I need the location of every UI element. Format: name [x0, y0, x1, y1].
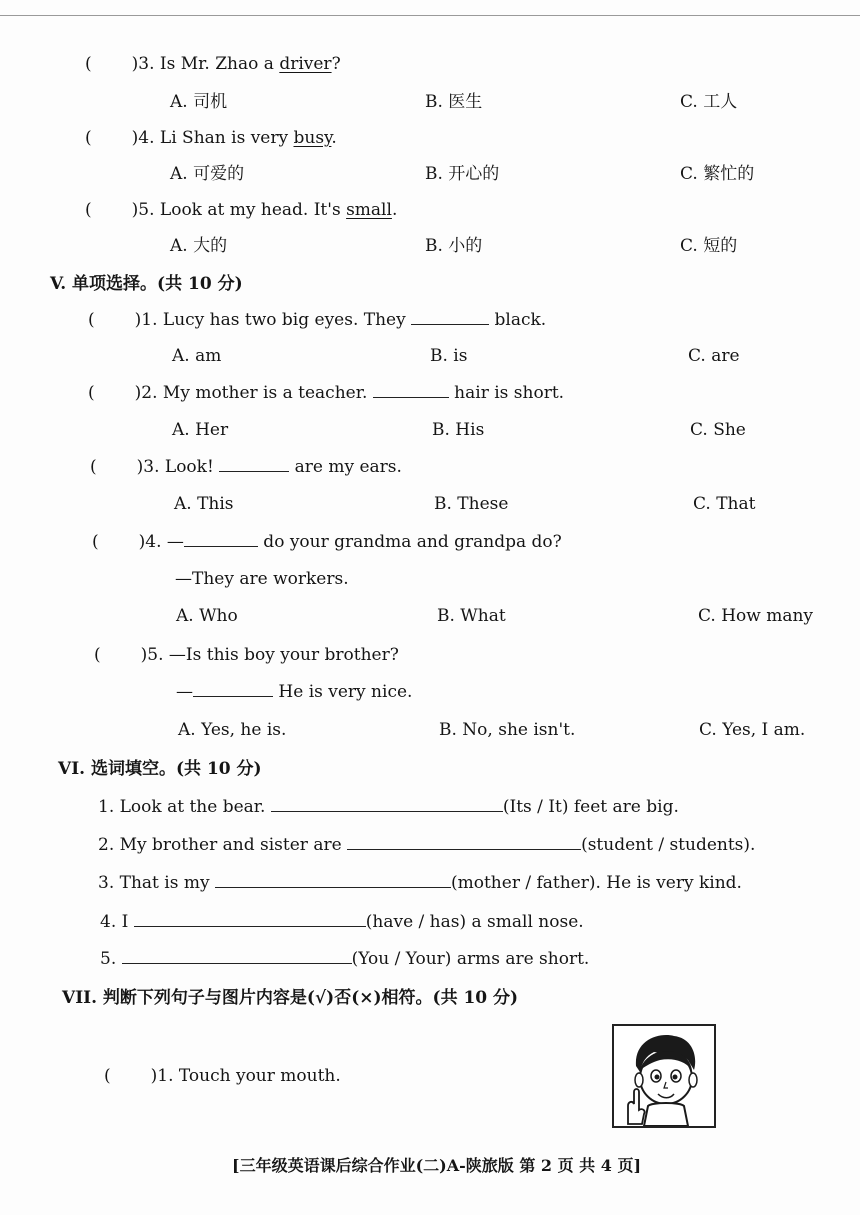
option-c: C. How many — [698, 606, 814, 626]
option-c: C. That — [693, 494, 756, 514]
question-v-4-reply: —They are workers. — [175, 569, 349, 589]
top-rule — [0, 15, 860, 16]
question-iv-3: ( )3. Is Mr. Zhao a driver? — [85, 54, 341, 74]
answer-blank[interactable] — [411, 308, 489, 325]
question-v-5-reply: — He is very nice. — [176, 682, 413, 702]
option-a: A. Her — [172, 420, 229, 440]
option-b: B. 医生 — [425, 92, 483, 112]
option-c: C. 短的 — [680, 236, 738, 256]
option-c: C. She — [690, 420, 746, 440]
question-v-4: ( )4. — do your grandma and grandpa do? — [92, 532, 562, 552]
option-b: B. No, she isn't. — [439, 720, 576, 740]
question-v-1: ( )1. Lucy has two big eyes. They black. — [88, 310, 547, 330]
boy-illustration — [614, 1026, 714, 1126]
option-b: B. is — [430, 346, 468, 366]
question-iv-5: ( )5. Look at my head. It's small. — [85, 200, 398, 220]
fill-vi-4: 4. I (have / has) a small nose. — [100, 912, 584, 932]
option-a: A. Who — [176, 606, 238, 626]
question-v-3: ( )3. Look! are my ears. — [90, 457, 402, 477]
option-a: A. This — [174, 494, 234, 514]
option-a: A. 大的 — [170, 236, 228, 256]
option-b: B. What — [437, 606, 506, 626]
fill-blank[interactable] — [347, 833, 581, 850]
fill-vi-2: 2. My brother and sister are (student / students). — [98, 835, 756, 855]
option-a: A. am — [172, 346, 222, 366]
boy-pointing-image — [612, 1024, 716, 1128]
answer-blank[interactable] — [193, 680, 273, 697]
key-word: small — [346, 200, 392, 220]
option-c: C. are — [688, 346, 740, 366]
option-a: A. 司机 — [170, 92, 228, 112]
option-c: C. 繁忙的 — [680, 164, 755, 184]
question-v-5: ( )5. —Is this boy your brother? — [94, 645, 399, 665]
page-footer: [三年级英语课后综合作业(二)A-陕旅版 第 2 页 共 4 页] — [232, 1156, 642, 1175]
option-a: A. Yes, he is. — [178, 720, 287, 740]
key-word: busy — [293, 128, 332, 148]
judge-vii-1: ( )1. Touch your mouth. — [104, 1066, 341, 1086]
question-v-2: ( )2. My mother is a teacher. hair is short. — [88, 383, 565, 403]
fill-vi-3: 3. That is my (mother / father). He is very kind. — [98, 873, 742, 893]
fill-vi-1: 1. Look at the bear. (Its / It) feet are big. — [98, 797, 679, 817]
fill-blank[interactable] — [271, 795, 503, 812]
option-b: B. His — [432, 420, 485, 440]
fill-blank[interactable] — [122, 947, 352, 964]
option-c: C. Yes, I am. — [699, 720, 806, 740]
key-word: driver — [279, 54, 332, 74]
section-v-title: V. 单项选择。(共 10 分) — [50, 274, 243, 294]
option-b: B. 开心的 — [425, 164, 500, 184]
option-b: B. These — [434, 494, 509, 514]
section-vii-title: VII. 判断下列句子与图片内容是(√)否(×)相符。(共 10 分) — [62, 988, 519, 1008]
option-c: C. 工人 — [680, 92, 738, 112]
answer-blank[interactable] — [184, 530, 258, 547]
fill-blank[interactable] — [134, 910, 366, 927]
answer-blank[interactable] — [373, 381, 449, 398]
option-b: B. 小的 — [425, 236, 483, 256]
answer-blank[interactable] — [219, 455, 289, 472]
option-a: A. 可爱的 — [170, 164, 245, 184]
section-vi-title: VI. 选词填空。(共 10 分) — [58, 759, 262, 779]
fill-blank[interactable] — [215, 871, 451, 888]
question-iv-4: ( )4. Li Shan is very busy. — [85, 128, 337, 148]
fill-vi-5: 5. (You / Your) arms are short. — [100, 949, 590, 969]
